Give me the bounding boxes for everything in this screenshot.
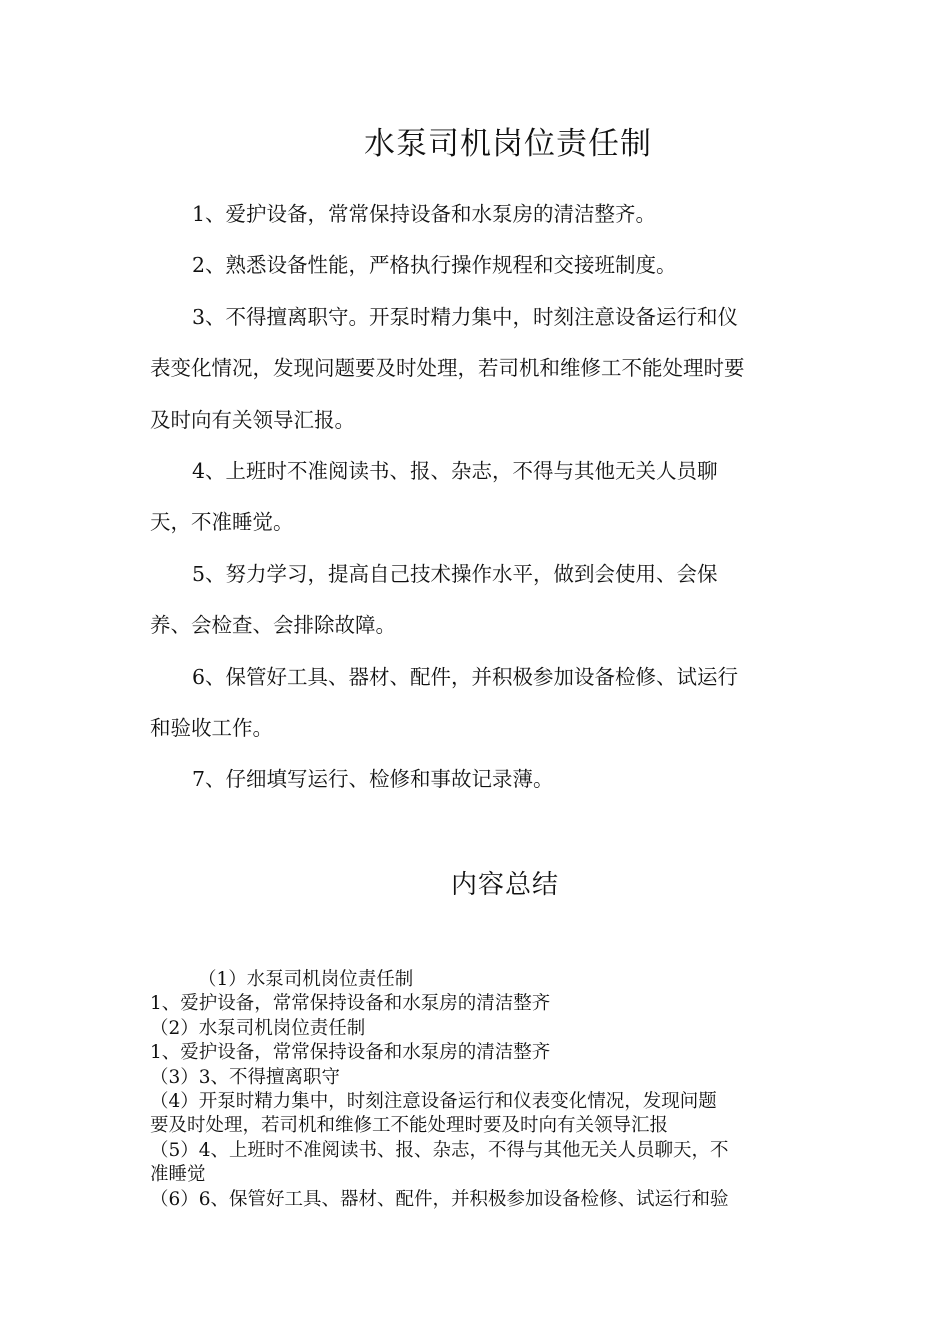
clause-3: 3、不得擅离职守。开泵时精力集中，时刻注意设备运行和仪 <box>192 304 739 329</box>
summary-line: （6）6、保管好工具、器材、配件，并积极参加设备检修、试运行和验 <box>150 1188 729 1210</box>
summary-line: （3）3、不得擅离职守 <box>150 1066 341 1088</box>
clause-4-continued: 天，不准睡觉。 <box>150 510 294 535</box>
clause-6: 6、保管好工具、器材、配件，并积极参加设备检修、试运行 <box>192 664 739 689</box>
clause-1: 1、爱护设备，常常保持设备和水泵房的清洁整齐。 <box>192 202 657 226</box>
clause-7: 7、仔细填写运行、检修和事故记录薄。 <box>192 767 554 792</box>
clause-4: 4、上班时不准阅读书、报、杂志，不得与其他无关人员聊 <box>192 459 718 484</box>
summary-body <box>150 968 810 1212</box>
summary-line: （1）水泵司机岗位责任制 <box>198 969 414 990</box>
clause-5-continued: 养、会检查、会排除故障。 <box>150 613 396 638</box>
clause-2: 2、熟悉设备性能，严格执行操作规程和交接班制度。 <box>192 253 677 278</box>
summary-line: 准睡觉 <box>150 1164 206 1186</box>
summary-line: （2）水泵司机岗位责任制 <box>150 1017 366 1039</box>
document-body <box>150 189 810 806</box>
summary-title: 内容总结 <box>450 870 559 900</box>
summary-line: 1、爱护设备，常常保持设备和水泵房的清洁整齐 <box>150 993 551 1015</box>
clause-3-continued-2: 及时向有关领导汇报。 <box>150 407 355 432</box>
summary-line: （4）开泵时精力集中，时刻注意设备运行和仪表变化情况，发现问题 <box>150 1091 717 1113</box>
clause-3-continued: 表变化情况，发现问题要及时处理，若司机和维修工不能处理时要 <box>150 356 745 381</box>
clause-6-continued: 和验收工作。 <box>150 716 273 741</box>
clause-5: 5、努力学习，提高自己技术操作水平，做到会使用、会保 <box>192 561 718 586</box>
summary-line: 1、爱护设备，常常保持设备和水泵房的清洁整齐 <box>150 1042 551 1064</box>
document-title: 水泵司机岗位责任制 <box>364 126 652 162</box>
summary-line: （5）4、上班时不准阅读书、报、杂志，不得与其他无关人员聊天，不 <box>150 1139 729 1161</box>
summary-line: 要及时处理，若司机和维修工不能处理时要及时向有关领导汇报 <box>150 1115 669 1137</box>
